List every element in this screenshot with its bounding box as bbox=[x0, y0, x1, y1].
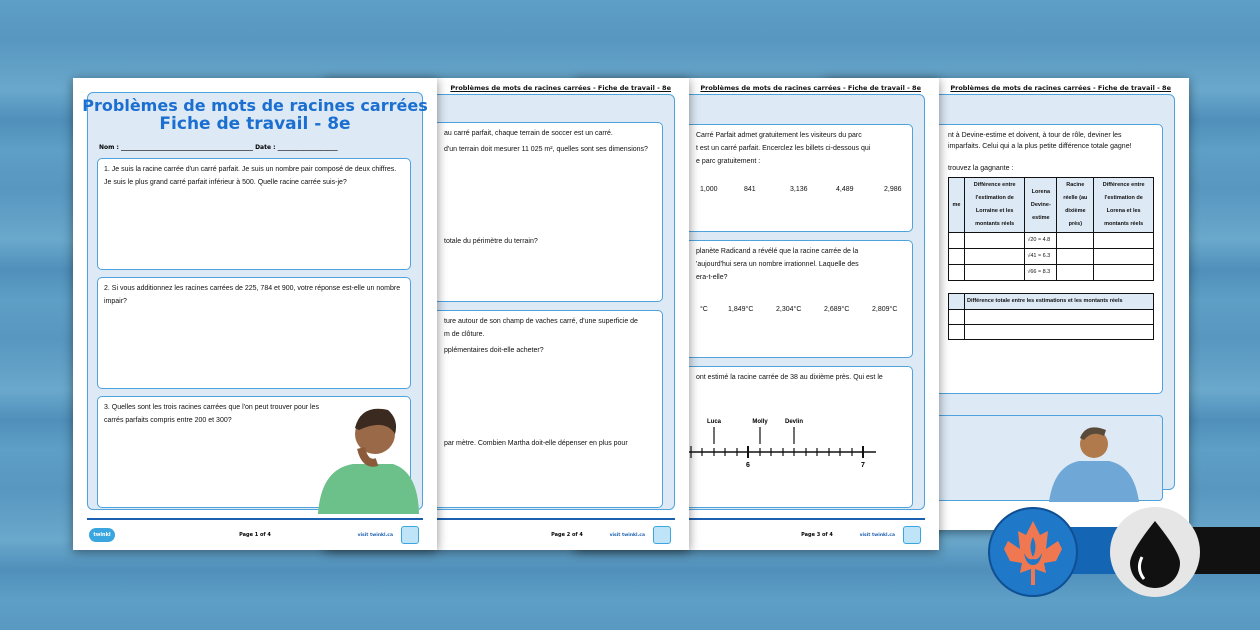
thinking-student-illustration bbox=[313, 394, 423, 514]
question-text: e parc gratuitement : bbox=[696, 158, 761, 165]
temperature-value: 2,809°C bbox=[872, 306, 898, 313]
page-number: Page 2 of 4 bbox=[551, 532, 583, 538]
question-1-box[interactable] bbox=[97, 158, 411, 270]
worksheet-page-1 bbox=[73, 78, 437, 550]
marker-label: Molly bbox=[752, 419, 768, 425]
worksheet-subtitle: Fiche de travail - 8e bbox=[159, 114, 351, 134]
tick-label: 7 bbox=[861, 462, 865, 469]
date-field[interactable]: Date : ____________________ bbox=[255, 144, 338, 151]
footer-url: visit twinkl.ca bbox=[357, 533, 393, 538]
total-table: Différence totale entre les estimations et les montants réels bbox=[948, 293, 1154, 340]
question-text: d'un terrain doit mesurer 11 025 m², quelles sont ses dimensions? bbox=[444, 146, 648, 153]
question-text: au carré parfait, chaque terrain de soccer est un carré. bbox=[444, 130, 613, 137]
page-number: Page 3 of 4 bbox=[801, 532, 833, 538]
worksheet-title: Problèmes de mots de racines carrées bbox=[82, 96, 428, 115]
question-text: m de clôture. bbox=[444, 331, 485, 338]
temperature-value: 2,304°C bbox=[776, 306, 802, 313]
tick-label: 6 bbox=[746, 462, 750, 469]
badge-icon bbox=[401, 526, 419, 544]
ticket-value: 4,489 bbox=[836, 186, 854, 193]
estimates-table: me Différence entre l'estimation de Lorraine et les montants réels Lorena Devine-estime Racine réelle (au dixième près) Différence entre l'estimation de Lorena et les montants réels √20 ≈ 4.8 √41 ≈ 6.3 √66 ≈ 8.3 bbox=[948, 177, 1154, 281]
thinking-student-illustration bbox=[1044, 416, 1144, 502]
twinkl-logo: twinkl bbox=[89, 528, 115, 542]
question-text: planète Radicand a révélé que la racine carrée de la bbox=[696, 248, 859, 255]
question-text: 'aujourd'hui sera un nombre irrationnel. Laquelle des bbox=[696, 261, 859, 268]
temperature-value: 1,849°C bbox=[728, 306, 754, 313]
badge-icon bbox=[903, 526, 921, 544]
question-text: trouvez la gagnante : bbox=[948, 165, 1014, 172]
question-2-box[interactable] bbox=[97, 277, 411, 389]
question-text: pplémentaires doit-elle acheter? bbox=[444, 347, 544, 354]
ticket-value: 3,136 bbox=[790, 186, 808, 193]
question-text: ture autour de son champ de vaches carré, d'une superficie de bbox=[444, 318, 638, 325]
ticket-value: 841 bbox=[744, 186, 756, 193]
question-text: par mètre. Combien Martha doit-elle dépenser en plus pour bbox=[444, 440, 628, 447]
name-field[interactable]: Nom : ____________________________________________ bbox=[99, 144, 253, 151]
question-text: imparfaits. Celui qui a la plus petite différence totale gagne! bbox=[948, 143, 1132, 150]
page-header: Problèmes de mots de racines carrées - Fiche de travail - 8e bbox=[950, 84, 1171, 92]
footer-url: visit twinkl.ca bbox=[609, 533, 645, 538]
badge-icon bbox=[653, 526, 671, 544]
question-text: 2. Si vous additionnez les racines carrées de 225, 784 et 900, votre réponse est-elle un nombre impair? bbox=[104, 285, 401, 305]
water-drop-icon bbox=[1110, 507, 1200, 597]
quebec-maple-leaf-icon bbox=[988, 507, 1078, 597]
page-number: Page 1 of 4 bbox=[239, 532, 271, 538]
page-header: Problèmes de mots de racines carrées - Fiche de travail - 8e bbox=[450, 84, 671, 92]
question-text: totale du périmètre du terrain? bbox=[444, 238, 538, 245]
temperature-value: 2,689°C bbox=[824, 306, 850, 313]
question-text: 3. Quelles sont les trois racines carrées que l'on peut trouver pour les carrés parfaits compris entre 200 et 300? bbox=[104, 404, 319, 424]
marker-label: Luca bbox=[706, 419, 722, 425]
ticket-value: 1,000 bbox=[700, 186, 718, 193]
ticket-value: 2,986 bbox=[884, 186, 902, 193]
question-text: nt à Devine-estime et doivent, à tour de rôle, deviner les bbox=[948, 132, 1122, 139]
marker-label: Devlin bbox=[784, 419, 804, 425]
footer-url: visit twinkl.ca bbox=[859, 533, 895, 538]
question-text: t est un carré parfait. Encerclez les billets ci-dessous qui bbox=[696, 145, 871, 152]
question-text: era-t-elle? bbox=[696, 274, 728, 281]
question-text: Carré Parfait admet gratuitement les visiteurs du parc bbox=[696, 132, 862, 139]
question-text: 1. Je suis la racine carrée d'un carré parfait. Je suis un nombre pair composé de deux chiffres. Je suis le plus grand carré parfait inférieur à 500. Quelle racine carrée suis-je? bbox=[104, 166, 397, 186]
page-header: Problèmes de mots de racines carrées - Fiche de travail - 8e bbox=[700, 84, 921, 92]
question-text: ont estimé la racine carrée de 38 au dixième près. Qui est le bbox=[696, 374, 883, 381]
temperature-value: °C bbox=[700, 306, 708, 313]
